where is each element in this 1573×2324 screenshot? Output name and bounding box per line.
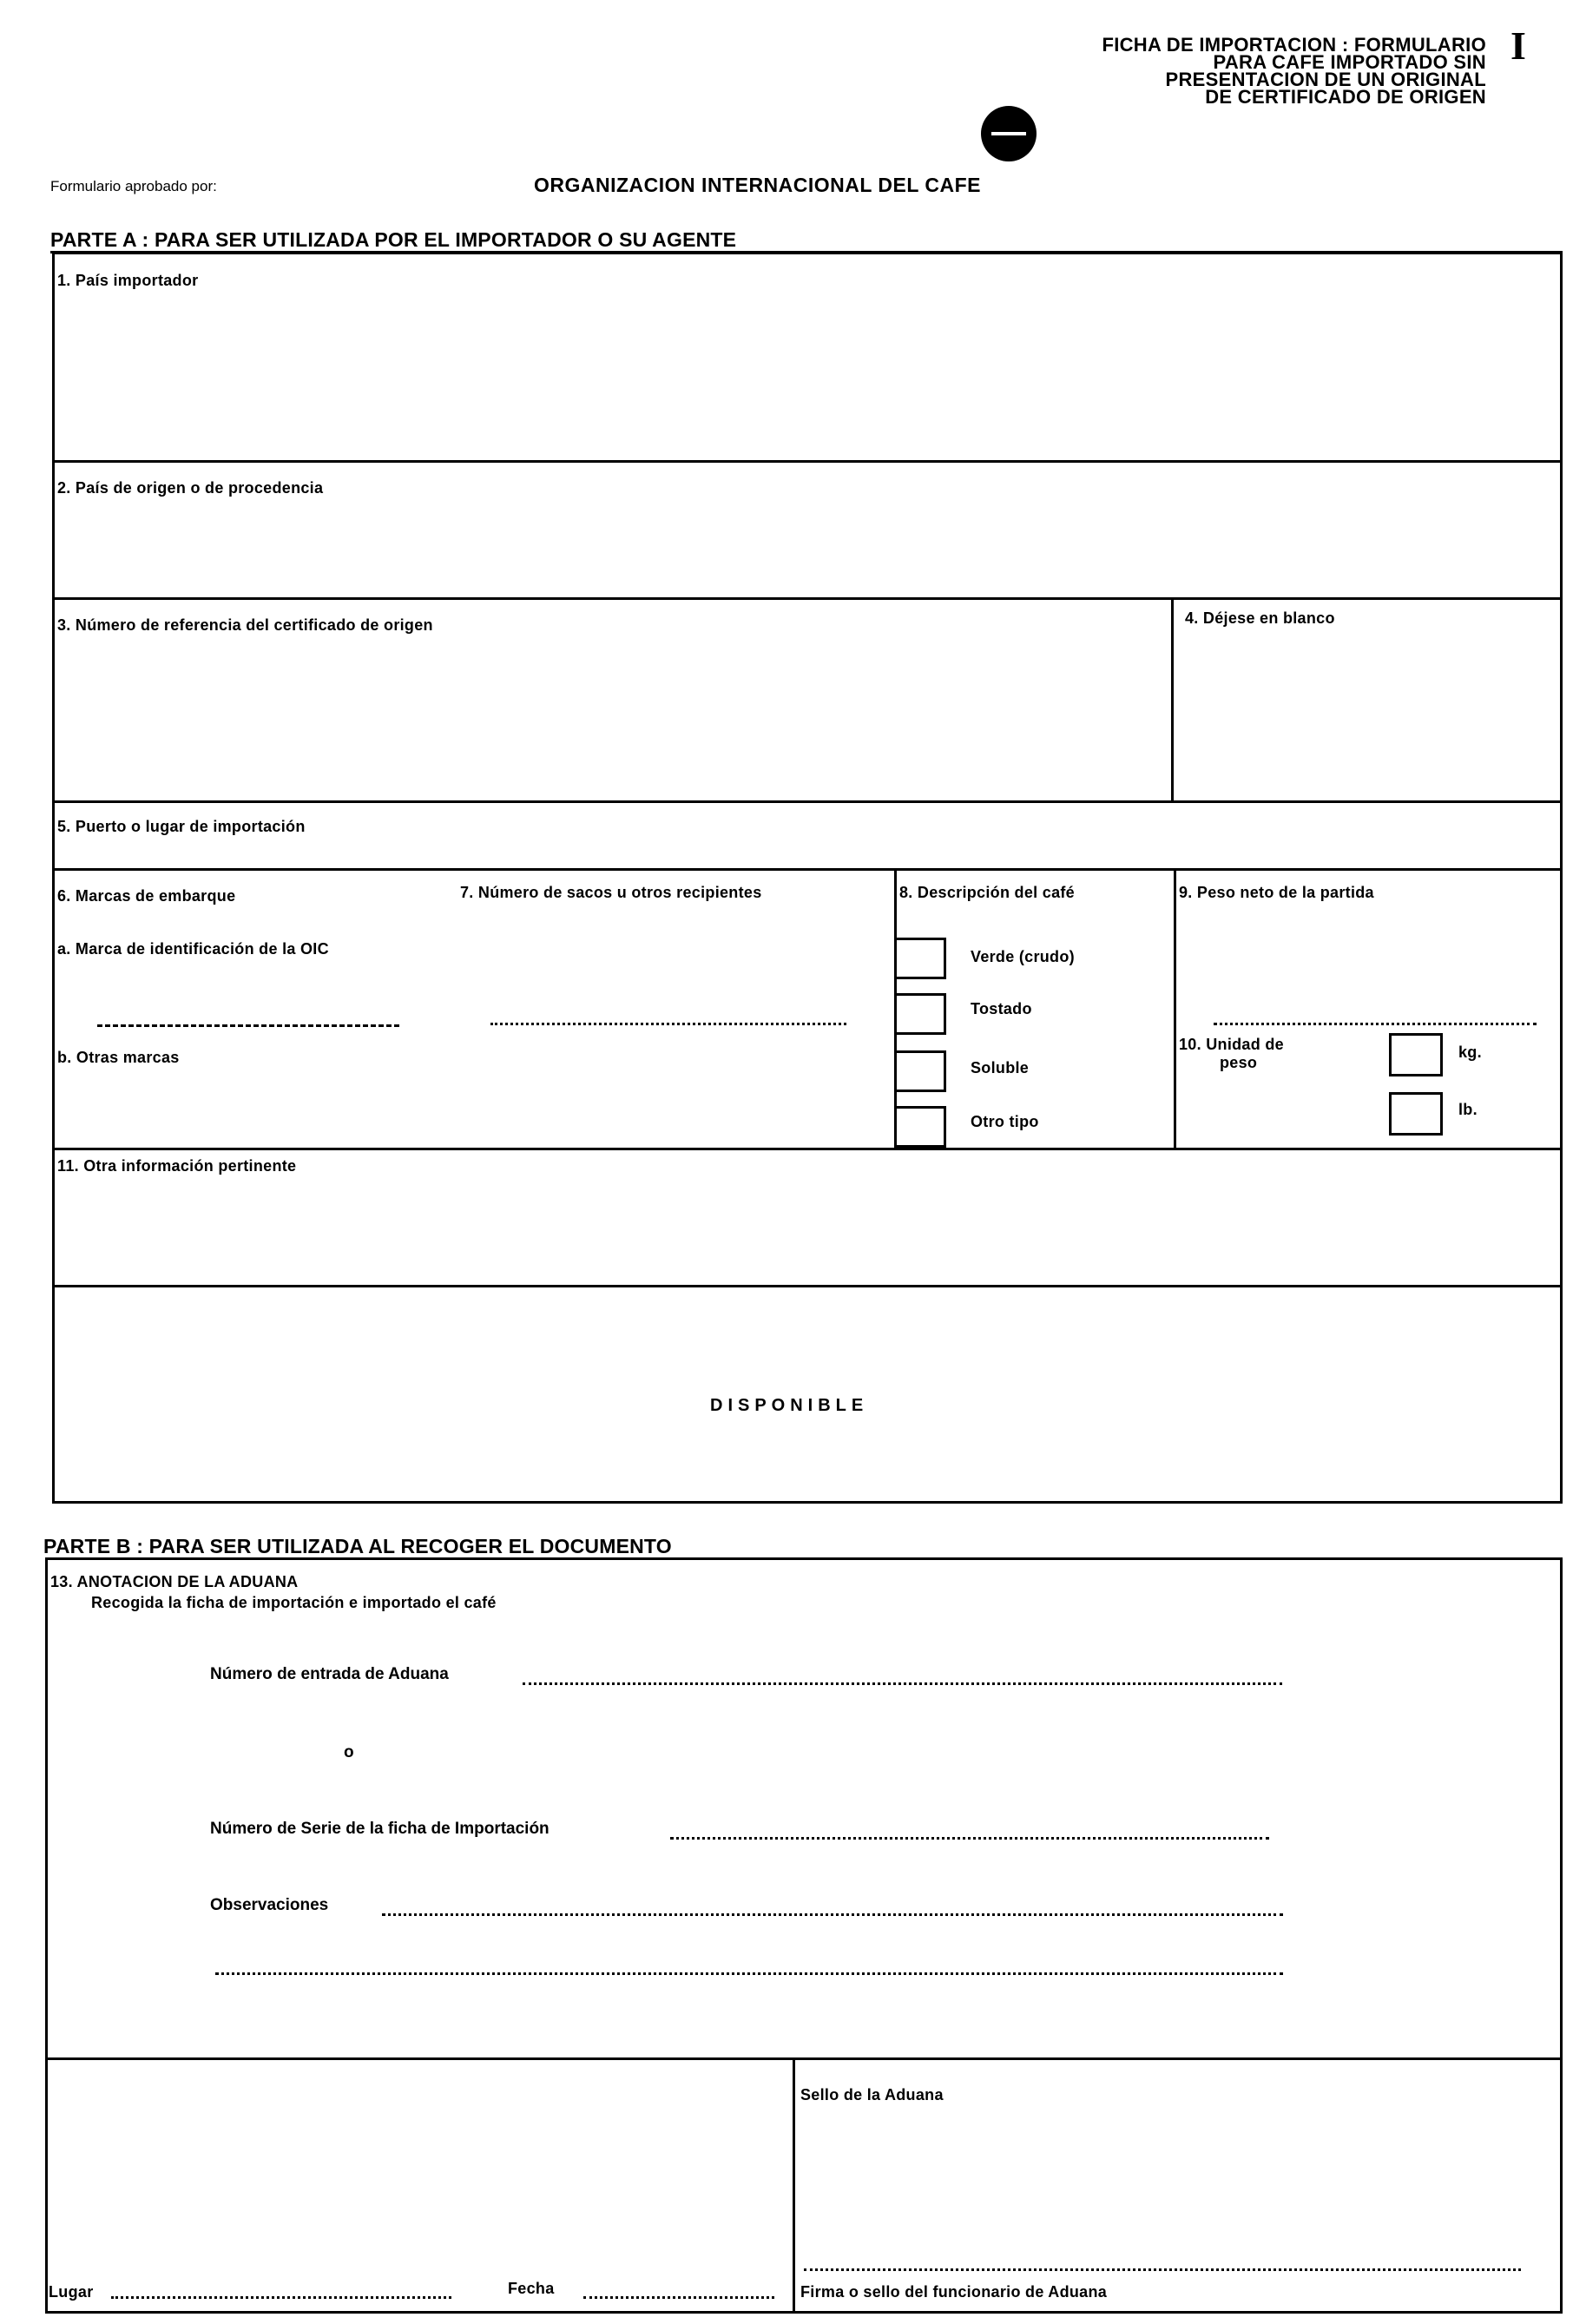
part-a-heading: PARTE A : PARA SER UTILIZADA POR EL IMPORTADOR O SU AGENTE <box>50 228 737 251</box>
date-label: Fecha <box>508 2280 555 2297</box>
field-11-label: 11. Otra información pertinente <box>57 1157 297 1175</box>
field-3-label: 3. Número de referencia del certificado de origen <box>57 616 433 634</box>
field-7-label: 7. Número de sacos u otros recipientes <box>460 884 762 901</box>
part-a-form <box>52 252 1563 1504</box>
observations-line-2[interactable] <box>215 1972 1283 1975</box>
field-10-label-line2: peso <box>1220 1054 1258 1071</box>
observations-label: Observaciones <box>210 1896 329 1914</box>
field-5-label: 5. Puerto o lugar de importación <box>57 818 306 835</box>
otro-tipo-label: Otro tipo <box>971 1113 1039 1130</box>
field-6b-label: b. Otras marcas <box>57 1049 180 1066</box>
lb-checkbox[interactable] <box>1389 1092 1443 1136</box>
divider-8-9 <box>1174 868 1176 1148</box>
verde-label: Verde (crudo) <box>971 948 1075 965</box>
field-2-label: 2. País de origen o de procedencia <box>57 479 324 497</box>
place-label: Lugar <box>49 2283 94 2301</box>
form-title <box>1102 36 1486 106</box>
title-line-1: FICHA DE IMPORTACION : FORMULARIO <box>1102 34 1486 56</box>
title-line-3: PRESENTACION DE UN ORIGINAL <box>1165 69 1486 90</box>
verde-checkbox[interactable] <box>894 938 946 979</box>
title-line-4: DE CERTIFICADO DE ORIGEN <box>1205 86 1486 108</box>
lb-label: lb. <box>1458 1101 1478 1118</box>
soluble-label: Soluble <box>971 1059 1030 1076</box>
customs-subtitle: Recogida la ficha de importación e importado el café <box>91 1594 497 1611</box>
divider-4 <box>52 868 1563 871</box>
field-8-label: 8. Descripción del café <box>899 884 1075 901</box>
approved-by-label: Formulario aprobado por: <box>50 178 217 194</box>
place-line[interactable] <box>111 2296 451 2299</box>
form-number: I <box>1510 23 1526 68</box>
kg-checkbox[interactable] <box>1389 1033 1443 1076</box>
or-label: o <box>344 1743 354 1761</box>
available-label: DISPONIBLE <box>710 1396 869 1415</box>
ico-mark-line <box>97 1024 399 1027</box>
kg-label: kg. <box>1458 1043 1482 1061</box>
otro-tipo-checkbox[interactable] <box>894 1106 946 1148</box>
tostado-checkbox[interactable] <box>894 993 946 1035</box>
field-7-line <box>490 1023 846 1025</box>
soluble-checkbox[interactable] <box>894 1050 946 1092</box>
divider-2 <box>52 597 1563 600</box>
part-b-vertical-divider <box>793 2057 795 2314</box>
field-9-line <box>1214 1023 1537 1025</box>
field-6a-label: a. Marca de identificación de la OIC <box>57 940 329 958</box>
field-13-label: 13. ANOTACION DE LA ADUANA <box>50 1573 299 1590</box>
field-9-label: 9. Peso neto de la partida <box>1179 884 1374 901</box>
signature-label: Firma o sello del funcionario de Aduana <box>800 2283 1108 2301</box>
tostado-label: Tostado <box>971 1000 1032 1017</box>
stamp-label: Sello de la Aduana <box>800 2086 944 2103</box>
entry-number-label: Número de entrada de Aduana <box>210 1665 449 1683</box>
organization-name: ORGANIZACION INTERNACIONAL DEL CAFE <box>534 174 981 196</box>
observations-line-1[interactable] <box>382 1913 1283 1916</box>
field-4-label: 4. Déjese en blanco <box>1185 609 1335 627</box>
part-b-divider <box>45 2057 1563 2060</box>
divider-6 <box>52 1285 1563 1287</box>
part-b-heading: PARTE B : PARA SER UTILIZADA AL RECOGER EL DOCUMENTO <box>43 1535 672 1557</box>
date-line[interactable] <box>583 2296 774 2299</box>
field-10-label-line1: 10. Unidad de <box>1179 1036 1284 1053</box>
divider-1 <box>52 460 1563 463</box>
ico-logo-icon <box>981 106 1037 161</box>
serial-number-line[interactable] <box>670 1837 1269 1840</box>
divider-3-4 <box>1171 597 1174 800</box>
serial-number-label: Número de Serie de la ficha de Importación <box>210 1820 550 1838</box>
field-1-label: 1. País importador <box>57 272 199 289</box>
field-6-label: 6. Marcas de embarque <box>57 887 236 905</box>
signature-line[interactable] <box>804 2268 1521 2271</box>
title-line-2: PARA CAFE IMPORTADO SIN <box>1213 51 1486 73</box>
divider-3 <box>52 800 1563 803</box>
entry-number-line[interactable] <box>523 1682 1282 1685</box>
divider-5 <box>52 1148 1563 1150</box>
